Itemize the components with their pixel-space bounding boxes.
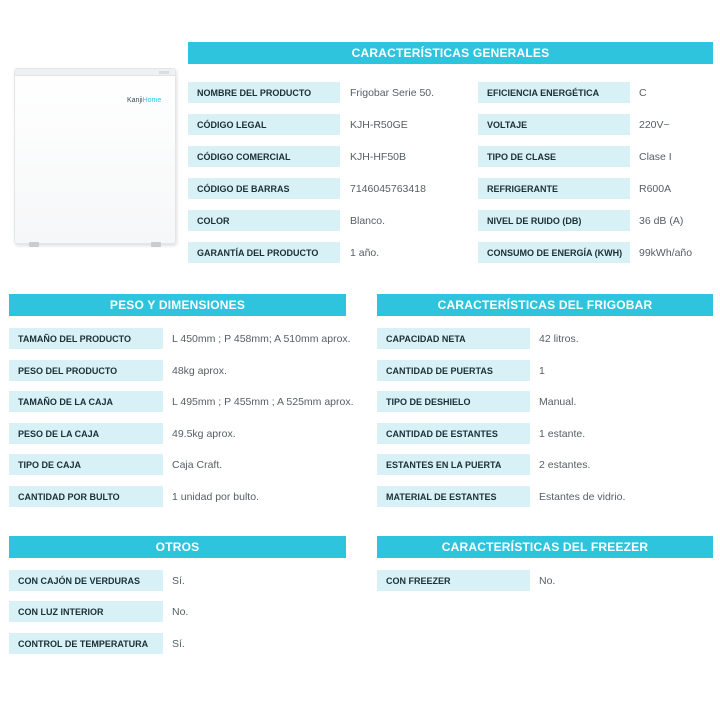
row-value: Clase I xyxy=(639,150,672,163)
freezer-section-header: CARACTERÍSTICAS DEL FREEZER xyxy=(377,536,713,558)
row-label: CON CAJÓN DE VERDURAS xyxy=(9,570,163,591)
general-row xyxy=(478,146,713,167)
row-label: PESO DEL PRODUCTO xyxy=(9,360,163,381)
row-label: TIPO DE CAJA xyxy=(9,454,163,475)
row-label: CON FREEZER xyxy=(377,570,530,591)
weight-row xyxy=(9,328,359,349)
row-value: No. xyxy=(539,574,556,587)
row-label: EFICIENCIA ENERGÉTICA xyxy=(478,82,630,103)
row-label: CONSUMO DE ENERGÍA (KWH) xyxy=(478,242,630,263)
row-value: R600A xyxy=(639,182,672,195)
brand-logo: KanjiHome xyxy=(127,97,162,104)
fridge-top-edge xyxy=(15,69,175,76)
general-row xyxy=(478,210,713,231)
product-image xyxy=(14,68,176,244)
general-row xyxy=(478,178,713,199)
weight-section-header: PESO Y DIMENSIONES xyxy=(9,294,346,316)
row-label: CANTIDAD DE ESTANTES xyxy=(377,423,530,444)
row-label: CONTROL DE TEMPERATURA xyxy=(9,633,163,654)
row-value: 7146045763418 xyxy=(350,182,426,195)
row-value: KJH-R50GE xyxy=(350,118,408,131)
row-value: Sí. xyxy=(172,574,185,587)
row-value: Estantes de vidrio. xyxy=(539,490,626,503)
row-label: TAMAÑO DEL PRODUCTO xyxy=(9,328,163,349)
general-row xyxy=(478,114,713,135)
row-label: CÓDIGO COMERCIAL xyxy=(188,146,340,167)
general-row xyxy=(188,210,468,231)
row-value: 1 xyxy=(539,364,545,377)
row-value: Caja Craft. xyxy=(172,458,223,471)
row-value: KJH-HF50B xyxy=(350,150,407,163)
general-row xyxy=(188,146,468,167)
otros-row xyxy=(9,570,346,591)
row-value: L 450mm ; P 458mm; A 510mm aprox. xyxy=(172,332,351,345)
fridge-foot xyxy=(151,242,161,247)
row-label: TAMAÑO DE LA CAJA xyxy=(9,391,163,412)
row-value: Frigobar Serie 50. xyxy=(350,86,435,99)
row-label: MATERIAL DE ESTANTES xyxy=(377,486,530,507)
general-row xyxy=(478,242,713,263)
otros-row xyxy=(9,633,346,654)
weight-row xyxy=(9,391,359,412)
row-label: TIPO DE CLASE xyxy=(478,146,630,167)
row-value: 220V~ xyxy=(639,118,670,131)
row-label: TIPO DE DESHIELO xyxy=(377,391,530,412)
row-value: Blanco. xyxy=(350,214,386,227)
row-label: COLOR xyxy=(188,210,340,231)
row-value: 99kWh/año xyxy=(639,246,693,259)
general-row xyxy=(188,82,468,103)
otros-row xyxy=(9,601,346,622)
row-value: 36 dB (A) xyxy=(639,214,684,227)
row-value: Sí. xyxy=(172,637,185,650)
weight-row xyxy=(9,486,359,507)
general-row xyxy=(478,82,713,103)
row-value: C xyxy=(639,86,647,99)
row-label: CÓDIGO LEGAL xyxy=(188,114,340,135)
frigobar-row xyxy=(377,486,713,507)
frigobar-section-header: CARACTERÍSTICAS DEL FRIGOBAR xyxy=(377,294,713,316)
row-value: 42 litros. xyxy=(539,332,579,345)
row-label: CANTIDAD POR BULTO xyxy=(9,486,163,507)
general-section-header: CARACTERÍSTICAS GENERALES xyxy=(188,42,713,64)
row-label: CAPACIDAD NETA xyxy=(377,328,530,349)
frigobar-row xyxy=(377,360,713,381)
weight-row xyxy=(9,423,359,444)
general-row xyxy=(188,114,468,135)
row-label: ESTANTES EN LA PUERTA xyxy=(377,454,530,475)
row-label: NIVEL DE RUIDO (DB) xyxy=(478,210,630,231)
row-value: 48kg aprox. xyxy=(172,364,227,377)
weight-row xyxy=(9,454,359,475)
freezer-row xyxy=(377,570,713,591)
frigobar-row xyxy=(377,423,713,444)
row-label: NOMBRE DEL PRODUCTO xyxy=(188,82,340,103)
row-label: REFRIGERANTE xyxy=(478,178,630,199)
row-label: PESO DE LA CAJA xyxy=(9,423,163,444)
row-label: CANTIDAD DE PUERTAS xyxy=(377,360,530,381)
row-value: 1 año. xyxy=(350,246,380,259)
frigobar-row xyxy=(377,328,713,349)
fridge-tag xyxy=(159,71,169,74)
row-label: CÓDIGO DE BARRAS xyxy=(188,178,340,199)
row-value: 1 unidad por bulto. xyxy=(172,490,259,503)
row-value: L 495mm ; P 455mm ; A 525mm aprox. xyxy=(172,395,354,408)
frigobar-row xyxy=(377,391,713,412)
frigobar-row xyxy=(377,454,713,475)
row-value: 49.5kg aprox. xyxy=(172,427,236,440)
general-row xyxy=(188,178,468,199)
otros-section-header: OTROS xyxy=(9,536,346,558)
general-row xyxy=(188,242,468,263)
row-label: GARANTÍA DEL PRODUCTO xyxy=(188,242,340,263)
fridge-foot xyxy=(29,242,39,247)
row-label: CON LUZ INTERIOR xyxy=(9,601,163,622)
row-label: VOLTAJE xyxy=(478,114,630,135)
row-value: Manual. xyxy=(539,395,577,408)
weight-row xyxy=(9,360,359,381)
row-value: No. xyxy=(172,605,189,618)
row-value: 1 estante. xyxy=(539,427,586,440)
row-value: 2 estantes. xyxy=(539,458,591,471)
